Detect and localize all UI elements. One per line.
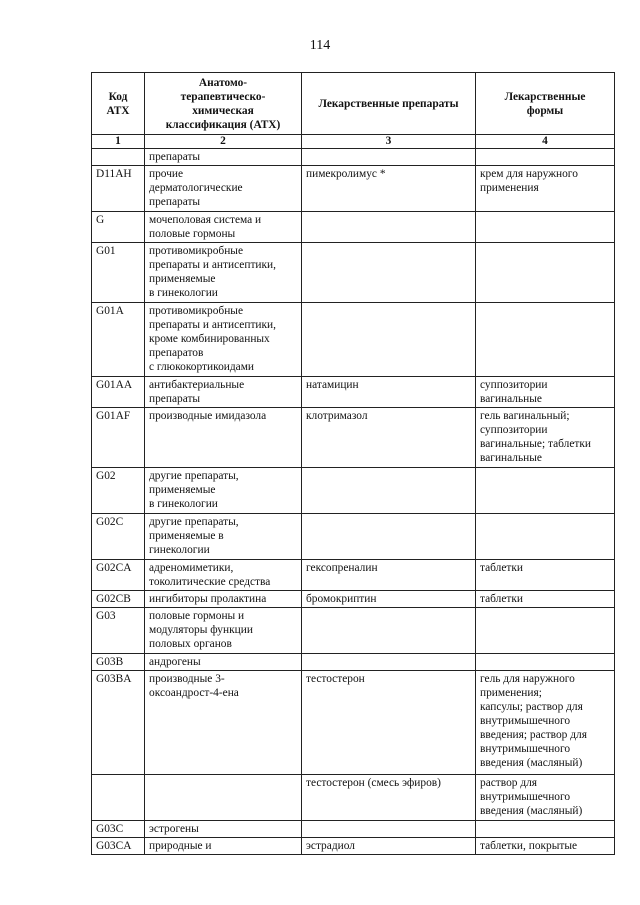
code-cell: G02C xyxy=(92,514,145,560)
table-row xyxy=(92,560,615,591)
table-row xyxy=(92,212,615,243)
code-cell: G02CA xyxy=(92,560,145,591)
code-cell: G01AA xyxy=(92,377,145,408)
atx-cell: половые гормоны и модуляторы функции половых органов xyxy=(145,608,302,654)
column-number: 4 xyxy=(476,135,615,149)
drug-cell: натамицин xyxy=(302,377,476,408)
atx-cell: противомикробные препараты и антисептики, применяемые в гинекологии xyxy=(145,243,302,303)
code-cell: G03 xyxy=(92,608,145,654)
atx-cell: производные имидазола xyxy=(145,408,302,468)
header-forms: Лекарственные формы xyxy=(476,73,615,135)
atx-table xyxy=(91,72,615,855)
table-row xyxy=(92,408,615,468)
table-row xyxy=(92,166,615,212)
code-cell: G03B xyxy=(92,654,145,671)
table-header-row xyxy=(92,73,615,135)
table-row xyxy=(92,671,615,775)
drug-cell xyxy=(302,149,476,166)
form-cell xyxy=(476,608,615,654)
header-drugs: Лекарственные препараты xyxy=(302,73,476,135)
atx-cell: эстрогены xyxy=(145,821,302,838)
atx-cell: ингибиторы пролактина xyxy=(145,591,302,608)
drug-cell: тестостерон xyxy=(302,671,476,775)
drug-cell xyxy=(302,468,476,514)
atx-cell: природные и xyxy=(145,838,302,855)
table-row xyxy=(92,514,615,560)
atx-cell xyxy=(145,775,302,821)
atx-cell: мочеполовая система и половые гормоны xyxy=(145,212,302,243)
drug-cell xyxy=(302,514,476,560)
column-number-row xyxy=(92,135,615,149)
atx-cell: антибактериальные препараты xyxy=(145,377,302,408)
code-cell: G03CA xyxy=(92,838,145,855)
drug-cell: эстрадиол xyxy=(302,838,476,855)
atx-cell: противомикробные препараты и антисептики, кроме комбинированных препаратов с глюкокортикоидами xyxy=(145,303,302,377)
header-atx: Анатомо- терапевтическо- химическая классификация (АТХ) xyxy=(145,73,302,135)
drug-cell xyxy=(302,303,476,377)
column-number: 1 xyxy=(92,135,145,149)
column-number: 3 xyxy=(302,135,476,149)
drug-cell: пимекролимус * xyxy=(302,166,476,212)
form-cell: гель вагинальный; суппозитории вагинальные; таблетки вагинальные xyxy=(476,408,615,468)
form-cell xyxy=(476,212,615,243)
table-row xyxy=(92,468,615,514)
drug-cell xyxy=(302,654,476,671)
drug-cell: гексопреналин xyxy=(302,560,476,591)
form-cell: гель для наружного применения; капсулы; раствор для внутримышечного введения; раствор для внутримышечного введения (масляный) xyxy=(476,671,615,775)
column-number: 2 xyxy=(145,135,302,149)
table-row xyxy=(92,838,615,855)
drug-cell xyxy=(302,212,476,243)
form-cell xyxy=(476,149,615,166)
form-cell: крем для наружного применения xyxy=(476,166,615,212)
table-row xyxy=(92,303,615,377)
code-cell: G01A xyxy=(92,303,145,377)
drug-cell xyxy=(302,243,476,303)
code-cell: D11AH xyxy=(92,166,145,212)
form-cell: таблетки xyxy=(476,591,615,608)
table-row xyxy=(92,608,615,654)
code-cell: G02 xyxy=(92,468,145,514)
code-cell: G01AF xyxy=(92,408,145,468)
code-cell xyxy=(92,775,145,821)
table-row xyxy=(92,775,615,821)
form-cell: раствор для внутримышечного введения (масляный) xyxy=(476,775,615,821)
drug-cell xyxy=(302,821,476,838)
code-cell: G03BA xyxy=(92,671,145,775)
code-cell xyxy=(92,149,145,166)
form-cell xyxy=(476,514,615,560)
table-row xyxy=(92,654,615,671)
form-cell: таблетки xyxy=(476,560,615,591)
form-cell xyxy=(476,468,615,514)
atx-cell: другие препараты, применяемые в гинекологии xyxy=(145,468,302,514)
table-row xyxy=(92,243,615,303)
drug-cell: клотримазол xyxy=(302,408,476,468)
table-row xyxy=(92,821,615,838)
atx-cell: другие препараты, применяемые в гинекологии xyxy=(145,514,302,560)
form-cell xyxy=(476,243,615,303)
atx-cell: адреномиметики, токолитические средства xyxy=(145,560,302,591)
atx-cell: андрогены xyxy=(145,654,302,671)
form-cell xyxy=(476,303,615,377)
form-cell xyxy=(476,654,615,671)
header-code: Код АТХ xyxy=(92,73,145,135)
table-row xyxy=(92,591,615,608)
atx-cell: прочие дерматологические препараты xyxy=(145,166,302,212)
drug-cell: тестостерон (смесь эфиров) xyxy=(302,775,476,821)
code-cell: G01 xyxy=(92,243,145,303)
atx-cell: производные 3- оксоандрост-4-ена xyxy=(145,671,302,775)
code-cell: G02CB xyxy=(92,591,145,608)
table-row xyxy=(92,149,615,166)
table-row xyxy=(92,377,615,408)
table-body xyxy=(92,149,615,855)
code-cell: G03C xyxy=(92,821,145,838)
code-cell: G xyxy=(92,212,145,243)
atx-cell: препараты xyxy=(145,149,302,166)
form-cell: суппозитории вагинальные xyxy=(476,377,615,408)
drug-cell xyxy=(302,608,476,654)
form-cell xyxy=(476,821,615,838)
drug-cell: бромокриптин xyxy=(302,591,476,608)
page-number: 114 xyxy=(309,38,331,53)
form-cell: таблетки, покрытые xyxy=(476,838,615,855)
